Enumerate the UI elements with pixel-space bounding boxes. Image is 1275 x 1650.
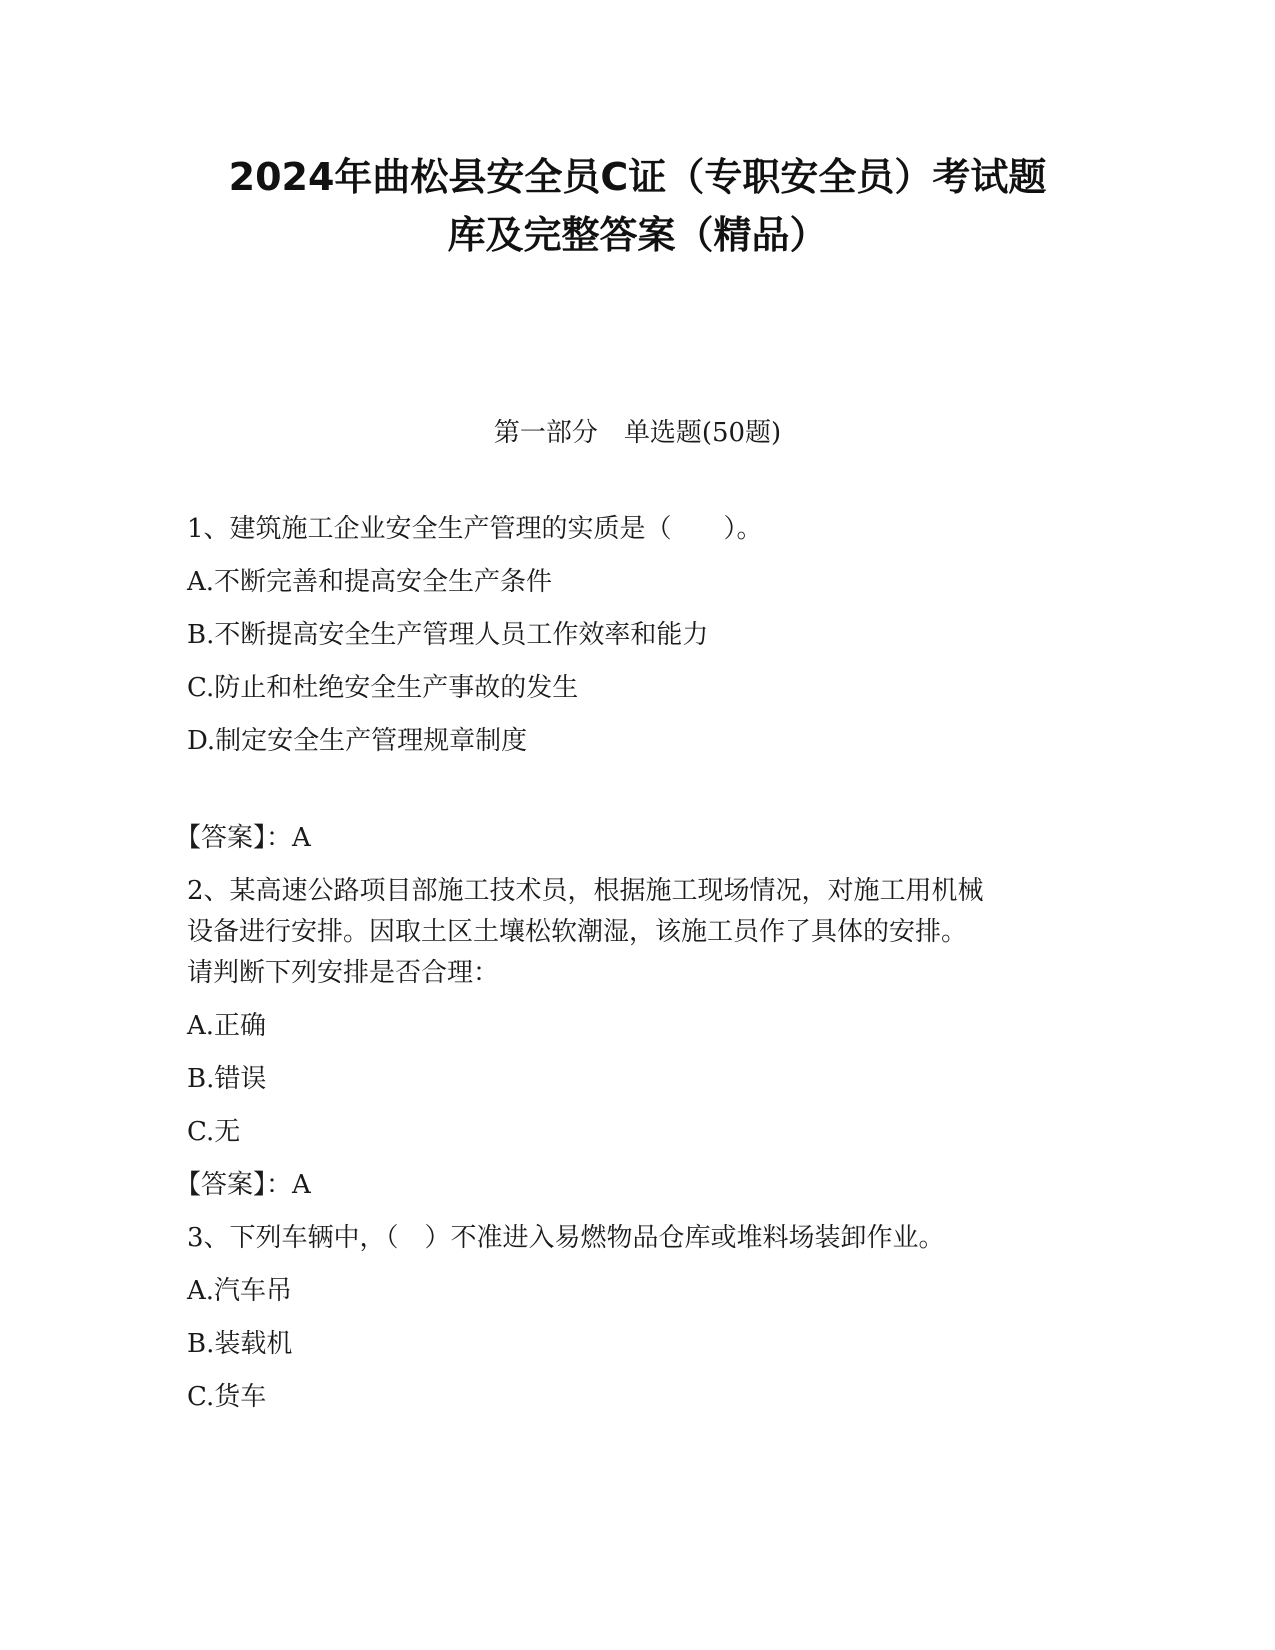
option-b: B.装载机 — [187, 1329, 293, 1359]
option-d: D.制定安全生产管理规章制度 — [187, 726, 528, 756]
question-stem: 1、建筑施工企业安全生产管理的实质是（ ）。 — [187, 514, 763, 544]
question-stem: 2、某高速公路项目部施工技术员，根据施工现场情况，对施工用机械 — [187, 876, 984, 906]
question-stem: 设备进行安排。因取土区土壤松软潮湿，该施工员作了具体的安排。 — [187, 917, 968, 947]
option-c: C.无 — [187, 1117, 241, 1147]
option-a: A.不断完善和提高安全生产条件 — [187, 567, 553, 597]
title-line-1: 2024年曲松县安全员C证（专职安全员）考试题 — [228, 155, 1047, 199]
option-b: B.错误 — [187, 1064, 267, 1094]
option-c: C.货车 — [187, 1382, 267, 1412]
section-heading: 第一部分 单选题(50题) — [493, 418, 782, 448]
option-a: A.汽车吊 — [187, 1276, 293, 1306]
option-a: A.正确 — [187, 1011, 267, 1041]
title-line-2: 库及完整答案（精品） — [447, 213, 828, 257]
option-c: C.防止和杜绝安全生产事故的发生 — [187, 673, 579, 703]
document-title — [150, 148, 1125, 264]
answer: 【答案】：A — [175, 1170, 311, 1200]
question-stem: 3、下列车辆中，（ ）不准进入易燃物品仓库或堆料场装卸作业。 — [187, 1223, 945, 1253]
answer: 【答案】：A — [175, 823, 311, 853]
question-stem: 请判断下列安排是否合理： — [187, 958, 500, 988]
option-b: B.不断提高安全生产管理人员工作效率和能力 — [187, 620, 709, 650]
